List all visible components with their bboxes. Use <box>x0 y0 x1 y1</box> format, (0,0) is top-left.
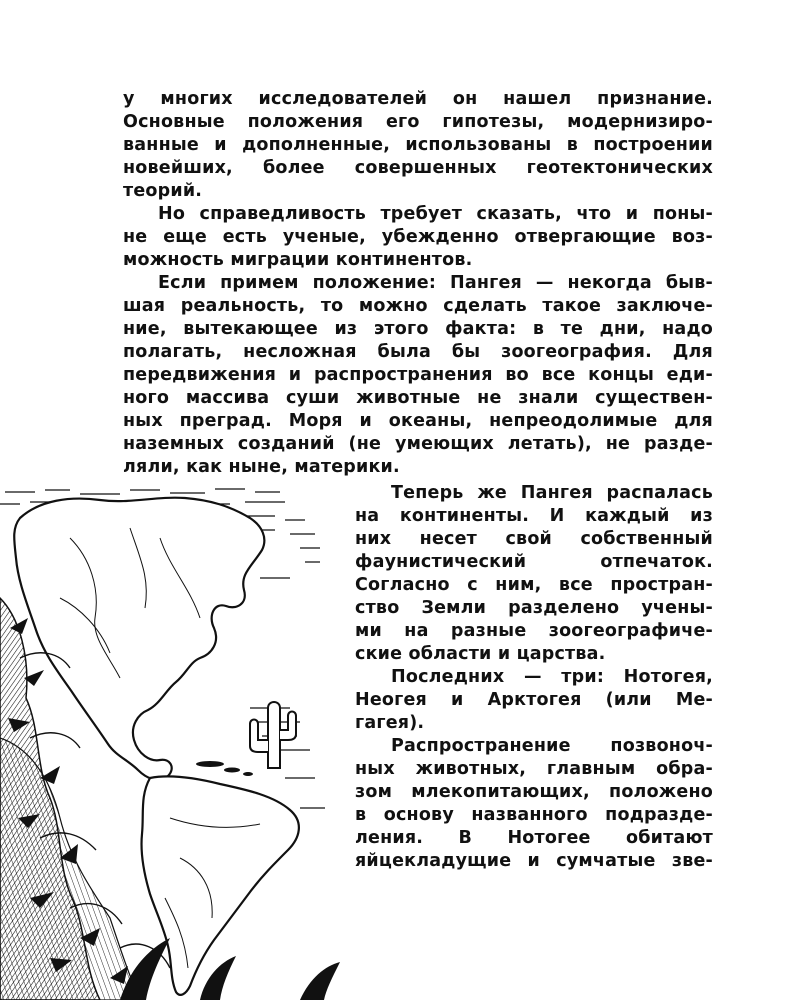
islands <box>196 761 253 776</box>
text-line: шая реальность, то можно сделать такое заключе- <box>123 296 713 316</box>
text-line: не еще есть ученые, убежденно отвергающие воз- <box>123 227 713 247</box>
text-line: ние, вытекающее из этого факта: в те дни, надо <box>123 319 713 339</box>
text-line: зом млекопитающих, положено <box>355 782 713 802</box>
text-line: передвижения и распространения во все концы еди- <box>123 365 713 385</box>
text-line: Теперь же Пангея распалась <box>391 483 713 503</box>
text-line: ного массива суши животные не знали существен- <box>123 388 713 408</box>
text-line: на континенты. И каждый из <box>355 506 713 526</box>
text-line: ские области и царства. <box>355 644 606 664</box>
cactus-icon <box>250 702 296 768</box>
text-line: новейших, более совершенных геотектонических <box>123 158 713 178</box>
text-line: яйцекладущие и сумчатые зве- <box>355 851 713 871</box>
text-line: ления. В Нотогее обитают <box>355 828 713 848</box>
text-line: можность миграции континентов. <box>123 250 473 270</box>
text-line: ство Земли разделено учены- <box>355 598 713 618</box>
text-line: полагать, несложная была бы зоогеография. Для <box>123 342 713 362</box>
text-line: ляли, как ныне, материки. <box>123 457 400 477</box>
fern-leaves <box>120 938 340 1000</box>
text-line: них несет свой собственный <box>355 529 713 549</box>
text-line: у многих исследователей он нашел признание. <box>123 89 713 109</box>
text-line: Согласно с ним, все простран- <box>355 575 713 595</box>
americas-map-illustration <box>0 478 345 1000</box>
text-line: гагея). <box>355 713 425 733</box>
text-line: ванные и дополненные, использованы в построении <box>123 135 713 155</box>
text-line: Неогея и Арктогея (или Ме- <box>355 690 713 710</box>
text-line: Если примем положение: Пангея — некогда быв- <box>158 273 713 293</box>
text-line: Распространение позвоноч- <box>391 736 713 756</box>
north-america <box>14 498 264 780</box>
text-line: ми на разные зоогеографиче- <box>355 621 713 641</box>
south-america <box>141 776 298 994</box>
text-line: в основу названного подразде- <box>355 805 713 825</box>
text-line: фаунистический отпечаток. <box>355 552 713 572</box>
text-line: Основные положения его гипотезы, модернизиро- <box>123 112 713 132</box>
text-line: теорий. <box>123 181 203 201</box>
text-line: наземных созданий (не умеющих летать), не разде- <box>123 434 713 454</box>
text-line: ных преград. Моря и океаны, непреодолимые для <box>123 411 713 431</box>
text-line: Последних — три: Нотогея, <box>391 667 713 687</box>
text-line: Но справедливость требует сказать, что и поны- <box>158 204 713 224</box>
text-line: ных животных, главным обра- <box>355 759 713 779</box>
